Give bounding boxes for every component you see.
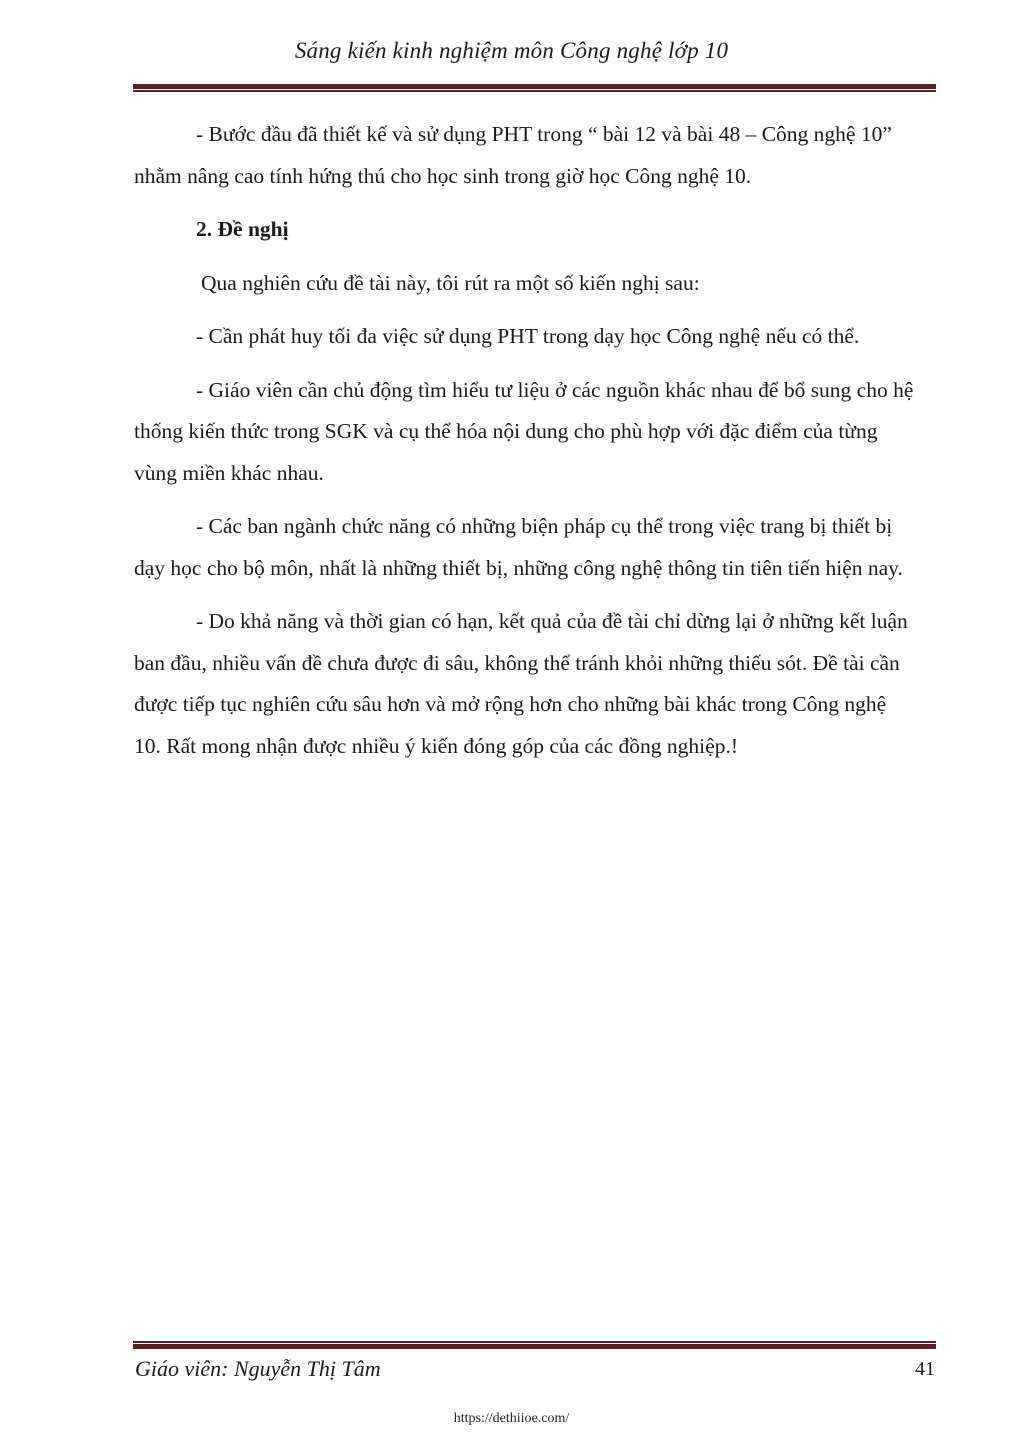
section-heading: 2. Đề nghị [196,217,289,241]
intro-paragraph: - Bước đầu đã thiết kế và sử dụng PHT trong “ bài 12 và bài 48 – Công nghệ 10” nhằm nâng cao tính hứng thú cho học sinh trong giờ học Công nghệ 10. [134,122,892,188]
recommendation-item: - Cần phát huy tối đa việc sử dụng PHT trong dạy học Công nghệ nếu có thể. [196,324,860,348]
recommendation-item: - Các ban ngành chức năng có những biện pháp cụ thể trong việc trang bị thiết bị dạy học cho bộ môn, nhất là những thiết bị, những công nghệ thông tin tiên tiến hiện nay. [134,514,903,580]
page-number: 41 [915,1358,935,1380]
footer-author: Giáo viên: Nguyễn Thị Tâm [135,1356,381,1381]
header-divider-thick-line [133,84,936,89]
header-divider-thin-line [133,90,936,92]
document-body [134,114,916,779]
recommendation-item: - Do khả năng và thời gian có hạn, kết quả của đề tài chỉ dừng lại ở những kết luận ban đầu, nhiều vấn đề chưa được đi sâu, không thể tránh khỏi những thiếu sót. Đề tài cần được tiếp tục nghiên cứu sâu hơn và mở rộng hơn cho những bài khác trong Công nghệ 10. Rất mong nhận được nhiều ý kiến đóng góp của các đồng nghiệp.! [134,609,908,758]
recommendation-item: - Giáo viên cần chủ động tìm hiểu tư liệu ở các nguồn khác nhau để bổ sung cho hệ thống kiến thức trong SGK và cụ thể hóa nội dung cho phù hợp với đặc điểm của từng vùng miền khác nhau. [134,377,914,485]
footer-divider-thin-line [133,1341,936,1343]
footer-divider-thick-line [133,1344,936,1349]
footer-divider [133,1341,936,1349]
header-divider [133,84,936,92]
page-header-title: Sáng kiến kinh nghiệm môn Công nghệ lớp 10 [294,38,729,63]
source-url-link[interactable]: https://dethiioe.com/ [453,1411,570,1426]
lead-sentence: Qua nghiên cứu đề tài này, tôi rút ra một số kiến nghị sau: [201,270,700,295]
